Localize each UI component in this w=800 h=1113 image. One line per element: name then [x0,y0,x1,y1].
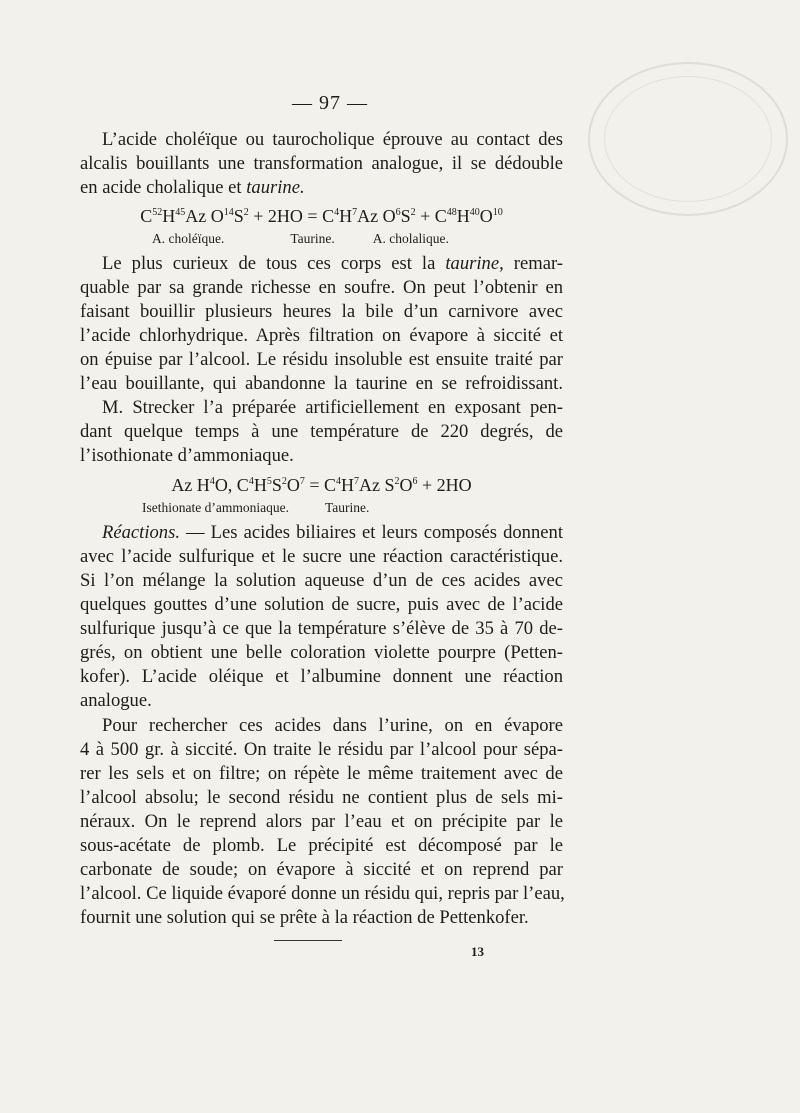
paragraph-2 [80,252,563,468]
text-line: Le plus curieux de tous ces corps est la taurine, remar- [102,253,563,274]
text-line: kofer). L’acide oléique et l’albumine donnent une réaction [80,666,563,687]
text-line: Si l’on mélange la solution aqueuse d’un de ces acides avec [80,570,563,591]
text-line: l’acide chlorhydrique. Après filtration on évapore à siccité et [80,325,563,346]
text-line: L’acide choléïque ou taurocholique éprouve au contact des [102,129,563,150]
text-line: l’eau bouillante, qui abandonne la taurine en se refroidissant. [80,373,563,394]
text-line: quable par sa grande richesse en soufre. On peut l’obtenir en [80,277,563,298]
text-line: quelques gouttes d’une solution de sucre, puis avec de l’acide [80,594,563,615]
text-line: analogue. [80,690,152,711]
formula-caption: Isethionate d’ammoniaque. [142,500,289,515]
formula-captions [80,229,563,249]
text-line: carbonate de soude; on évapore à siccité et on reprend par [80,859,563,880]
formula-captions [80,498,563,518]
chemical-equation: Az $H^4O$, $C^4H^5S^2O^7 = C^4H^7Az$ $S^2O^6 + 2HO$ [171,475,472,495]
text-line: avec l’acide sulfurique et le sucre une réaction caractéristique. [80,546,563,567]
chemical-equation: $C^{52}H^{45}Az$ $O^{14}S^2 + 2HO = C^4H^7Az$ $O^6S^2 + C^{48}H^{40}O^{10}$ [140,206,503,226]
text-line: on épuise par l’alcool. Le résidu insoluble est ensuite traité par [80,349,563,370]
text-line: grés, on obtient une belle coloration violette pourpre (Petten- [80,642,563,663]
formula-caption: Taurine. [324,500,370,515]
text-line: Pour rechercher ces acides dans l’urine, on en évapore [102,715,563,736]
text-line: rer les sels et on filtre; on répète le même traitement avec de [80,763,563,784]
text-line: en acide cholalique et taurine. [80,177,305,198]
text-line: néraux. On le reprend alors par l’eau et on précipite par le [80,811,563,832]
formula-caption: A. choléïque. [152,231,225,246]
text-line: alcalis bouillants une transformation analogue, il se dédouble [80,153,563,174]
section-rule [274,940,342,941]
text-line: sulfurique jusqu’à ce que la température s’élève de 35 à 70 de- [80,618,563,639]
paragraph-urine [80,714,563,930]
text-line: 4 à 500 gr. à siccité. On traite le résidu par l’alcool pour sépa- [80,739,563,760]
text-line: sous-acétate de plomb. Le précipité est décomposé par le [80,835,563,856]
text-line: l’alcool absolu; le second résidu ne contient plus de sels mi- [80,787,563,808]
paragraph-1 [80,128,563,200]
text-line: Réactions. — Les acides biliaires et leurs composés donnent [102,522,563,543]
paragraph-reactions [80,521,563,713]
formula-choleic [80,203,563,249]
formula-caption: Taurine. [290,231,335,246]
text-line: fournit une solution qui se prête à la réaction de Pettenkofer. [80,907,529,928]
text-line: l’isothionate d’ammoniaque. [80,445,294,466]
formula-caption: A. cholalique. [372,231,449,246]
text-line: faisant bouillir plusieurs heures la bile d’un carnivore avec [80,301,563,322]
text-line: M. Strecker l’a préparée artificiellement en exposant pen- [102,397,563,418]
text-line: dant quelque temps à une température de 220 degrés, de [80,421,563,442]
page-number: — 97 — [292,92,368,114]
formula-taurine [80,472,563,518]
text-line: l’alcool. Ce liquide évaporé donne un résidu qui, repris par l’eau, [80,883,565,904]
signature-mark: 13 [471,944,484,959]
library-stamp [588,62,788,216]
